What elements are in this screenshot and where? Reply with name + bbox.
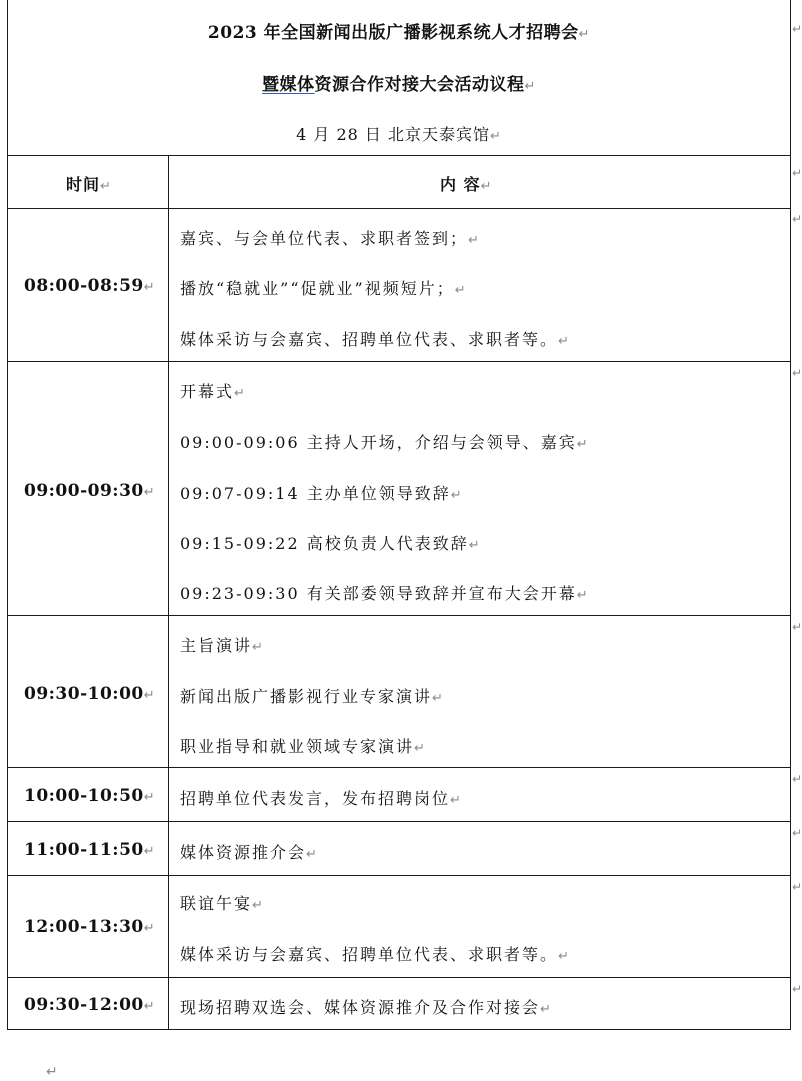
row-content-line: 媒体采访与会嘉宾、招聘单位代表、求职者等。↵ [180, 330, 571, 349]
row-content-line: 现场招聘双选会、媒体资源推介及合作对接会↵ [180, 998, 553, 1017]
row-content-line: 新闻出版广播影视行业专家演讲↵ [180, 687, 445, 706]
row-content-line: 09:00-09:06 主持人开场，介绍与会领导、嘉宾↵ [180, 433, 590, 452]
agenda-table [7, 0, 791, 1030]
row-end-mark: ↵ [792, 826, 802, 840]
row-divider [8, 208, 790, 209]
row-end-mark: ↵ [792, 212, 802, 226]
date-location: 4 月 28 日 北京天泰宾馆↵ [296, 125, 502, 144]
column-header-content: 内 容↵ [440, 175, 493, 194]
document-title: 2023 年全国新闻出版广播影视系统人才招聘会↵ [207, 23, 591, 43]
row-time: 10:00-10:50↵ [24, 786, 156, 806]
row-divider [8, 361, 790, 362]
row-content-line: 媒体采访与会嘉宾、招聘单位代表、求职者等。↵ [180, 945, 571, 964]
row-end-mark: ↵ [792, 366, 802, 380]
row-content-line: 联谊午宴↵ [180, 894, 265, 913]
row-end-mark: ↵ [792, 880, 802, 894]
row-end-mark: ↵ [792, 620, 802, 634]
row-end-mark: ↵ [792, 772, 802, 786]
row-end-mark: ↵ [792, 22, 802, 36]
table-header-cell [8, 0, 790, 156]
row-content-line: 开幕式↵ [180, 382, 247, 401]
row-content-line: 嘉宾、与会单位代表、求职者签到；↵ [180, 229, 481, 248]
row-content-line: 09:07-09:14 主办单位领导致辞↵ [180, 484, 464, 503]
row-content-line: 09:15-09:22 高校负责人代表致辞↵ [180, 534, 482, 553]
row-divider [8, 977, 790, 978]
row-content-line: 招聘单位代表发言，发布招聘岗位↵ [180, 789, 463, 808]
row-content-line: 媒体资源推介会↵ [180, 843, 319, 862]
row-time: 08:00-08:59↵ [24, 276, 156, 296]
row-end-mark: ↵ [792, 982, 802, 996]
row-content-line: 09:23-09:30 有关部委领导致辞并宣布大会开幕↵ [180, 584, 590, 603]
row-time: 09:30-12:00↵ [24, 995, 156, 1015]
paragraph-mark: ↵ [46, 1064, 58, 1080]
row-time: 09:00-09:30↵ [24, 481, 156, 501]
document-subtitle: 暨媒体资源合作对接大会活动议程↵ [262, 75, 536, 95]
row-content-line: 播放“稳就业”“促就业”视频短片；↵ [180, 279, 468, 298]
column-header-time: 时间↵ [66, 175, 112, 194]
row-divider [8, 875, 790, 876]
row-content-line: 职业指导和就业领域专家演讲↵ [180, 737, 427, 756]
row-divider [8, 615, 790, 616]
row-time: 12:00-13:30↵ [24, 917, 156, 937]
row-end-mark: ↵ [792, 166, 802, 180]
row-content-line: 主旨演讲↵ [180, 636, 265, 655]
row-time: 09:30-10:00↵ [24, 684, 156, 704]
row-divider [8, 821, 790, 822]
row-divider [8, 767, 790, 768]
row-time: 11:00-11:50↵ [24, 840, 156, 860]
